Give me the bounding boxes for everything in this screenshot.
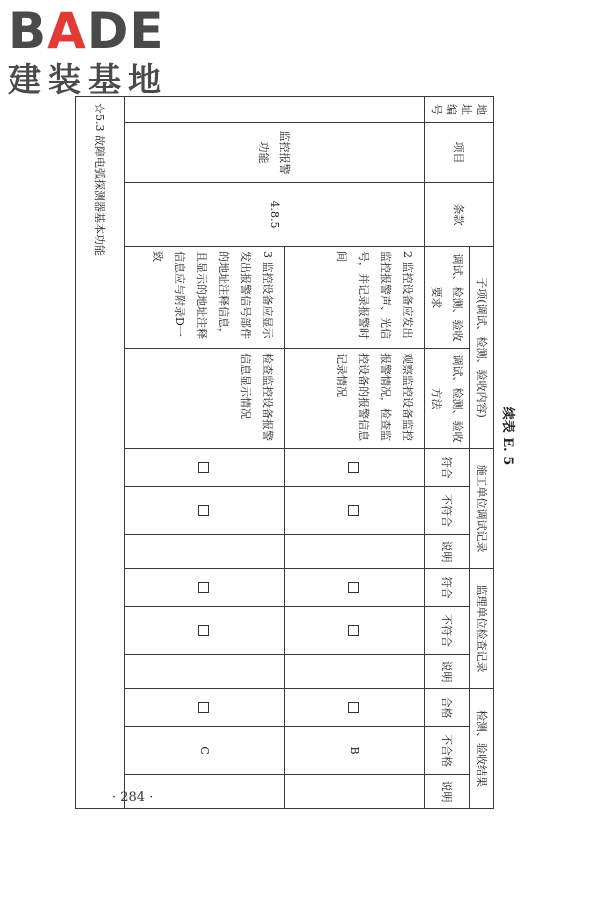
checkbox-icon[interactable] <box>199 462 210 473</box>
requirement-cell: 2 监控设备应发出监控报警声、光信号，并记录报警时间 <box>285 247 425 349</box>
method-cell: 观察监控设备监控报警情况，检查监控设备的报警信息记录情况 <box>285 349 425 449</box>
header-inspection-result: 检测、验收结果 <box>470 689 494 809</box>
header-address-code: 地址编号 <box>425 97 494 123</box>
result-qualified-cell <box>125 689 285 727</box>
clause-cell: 4.8.5 <box>125 183 425 247</box>
requirement-cell: 3 监控设备应显示发出报警信号部件的地址注释信息，且显示的地址注释信息应与附录D一致 <box>125 247 285 349</box>
checkbox-icon[interactable] <box>349 702 360 713</box>
header-row-top <box>470 97 494 809</box>
checkbox-icon[interactable] <box>349 582 360 593</box>
header-clause: 条款 <box>425 183 494 247</box>
header-result-not-qualified: 不合格 <box>425 727 470 775</box>
checkbox-icon[interactable] <box>349 462 360 473</box>
checkbox-icon[interactable] <box>199 702 210 713</box>
result-remarks-cell <box>285 775 425 809</box>
construction-not-conform-cell <box>285 487 425 535</box>
table-row <box>285 97 425 809</box>
header-construction-unit: 施工单位调试记录 <box>470 449 494 569</box>
checkbox-icon[interactable] <box>199 625 210 636</box>
next-section-heading: ☆5.3 故障电弧探测器基本功能 <box>76 97 125 809</box>
checkbox-icon[interactable] <box>199 505 210 516</box>
result-not-qualified-cell: C <box>125 727 285 775</box>
logo-wordmark: BADE <box>8 2 165 60</box>
supervision-remarks-cell <box>125 655 285 689</box>
header-supervision-not-conform: 不符合 <box>425 607 470 655</box>
header-construction-not-conform: 不符合 <box>425 487 470 535</box>
supervision-not-conform-cell <box>125 607 285 655</box>
inspection-table <box>75 96 494 809</box>
checkbox-icon[interactable] <box>349 625 360 636</box>
header-supervision-conform: 符合 <box>425 569 470 607</box>
construction-conform-cell <box>125 449 285 487</box>
supervision-conform-cell <box>125 569 285 607</box>
header-result-qualified: 合格 <box>425 689 470 727</box>
header-supervision-unit: 监理单位检查记录 <box>470 569 494 689</box>
header-item: 项目 <box>425 123 494 183</box>
result-qualified-cell <box>285 689 425 727</box>
header-result-remarks: 说明 <box>425 775 470 809</box>
construction-remarks-cell <box>125 535 285 569</box>
table-caption: 续表 E. 5 <box>500 406 515 466</box>
footer-row <box>76 97 125 809</box>
header-construction-conform: 符合 <box>425 449 470 487</box>
address-code-cell <box>125 97 425 123</box>
construction-remarks-cell <box>285 535 425 569</box>
header-requirement: 调试、检测、验收要求 <box>425 247 470 349</box>
header-construction-remarks: 说明 <box>425 535 470 569</box>
checkbox-icon[interactable] <box>199 582 210 593</box>
logo-chinese-name: 建装基地 <box>8 60 168 99</box>
item-cell: 监控报警功能 <box>125 123 425 183</box>
supervision-not-conform-cell <box>285 607 425 655</box>
page-number: · 284 · <box>112 790 154 805</box>
construction-not-conform-cell <box>125 487 285 535</box>
supervision-conform-cell <box>285 569 425 607</box>
header-subitem: 子项(调试、检测、验收内容) <box>470 247 494 449</box>
supervision-remarks-cell <box>285 655 425 689</box>
result-not-qualified-cell: B <box>285 727 425 775</box>
method-cell: 检查监控设备报警信息显示情况 <box>125 349 285 449</box>
construction-conform-cell <box>285 449 425 487</box>
checkbox-icon[interactable] <box>349 505 360 516</box>
header-method: 调试、检测、验收方法 <box>425 349 470 449</box>
bade-logo <box>8 2 183 99</box>
header-supervision-remarks: 说明 <box>425 655 470 689</box>
